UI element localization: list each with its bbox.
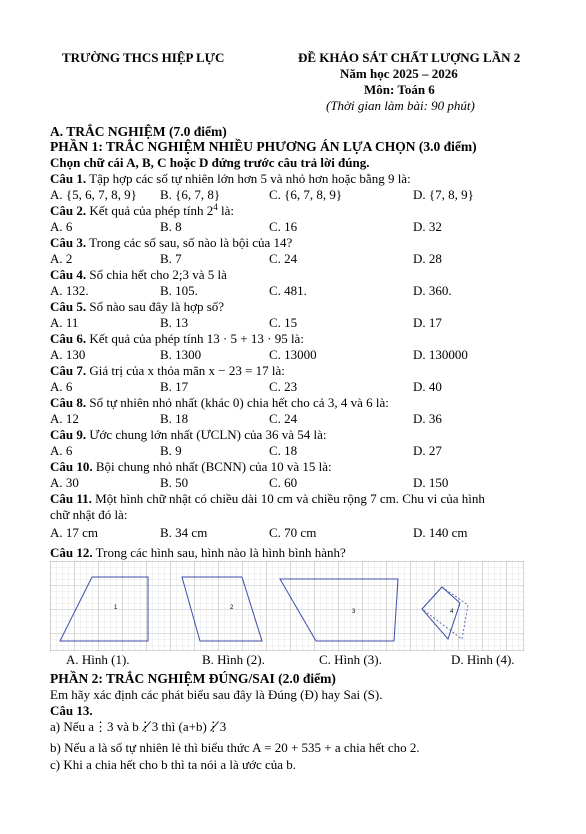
q13-item-b: b) Nếu a là số tự nhiên lẻ thì biểu thức A = 20 + 535 + a chia hết cho 2. [50, 740, 420, 755]
question-2-text: Kết quả của phép tính 2 [86, 203, 214, 218]
question-7-option-d[interactable]: D. 40 [413, 379, 442, 394]
question-10-text: Bội chung nhỏ nhất (BCNN) của 10 và 15 là: [92, 459, 332, 474]
question-1-stem [50, 171, 411, 186]
question-4-label: Câu 4. [50, 267, 87, 282]
question-7-stem [50, 363, 285, 378]
question-8-text: Số tự nhiên nhỏ nhất (khác 0) chia hết cho cả 3, 4 và 6 là: [86, 395, 389, 410]
question-5-option-d[interactable]: D. 17 [413, 315, 442, 330]
question-7-text: Giá trị của x thỏa mãn x − 23 = 17 là: [86, 363, 285, 378]
question-11-text-line2: chữ nhật đó là: [50, 507, 128, 522]
shape-4-label: 4 [450, 609, 454, 615]
question-6-stem [50, 331, 304, 346]
question-1-option-b[interactable]: B. {6, 7, 8} [160, 187, 221, 202]
q13-item-a: a) Nếu a⋮3 và b⋮̸3 thì (a+b)⋮̸3 [50, 719, 227, 734]
question-1-option-a[interactable]: A. {5, 6, 7, 8, 9} [50, 187, 137, 202]
question-10-label: Câu 10. [50, 459, 93, 474]
question-8-option-a[interactable]: A. 12 [50, 411, 79, 426]
question-12-stem [50, 545, 346, 560]
exam-time: (Thời gian làm bài: 90 phút) [326, 98, 475, 113]
question-11-option-b[interactable]: B. 34 cm [160, 525, 208, 540]
question-4-text: Số chia hết cho 2;3 và 5 là [86, 267, 227, 282]
question-9-option-d[interactable]: D. 27 [413, 443, 442, 458]
question-2-label: Câu 2. [50, 203, 87, 218]
school-year: Năm học 2025 – 2026 [340, 66, 458, 81]
question-11-label: Câu 11. [50, 491, 92, 506]
question-7-option-b[interactable]: B. 17 [160, 379, 189, 394]
q13-item-c: c) Khi a chia hết cho b thì ta nói a là ước của b. [50, 757, 297, 772]
question-9-stem [50, 427, 327, 442]
question-8-option-c[interactable]: C. 24 [269, 411, 298, 426]
question-7-option-c[interactable]: C. 23 [269, 379, 298, 394]
question-12-option-c[interactable]: C. Hình (3). [319, 652, 382, 667]
question-8-label: Câu 8. [50, 395, 87, 410]
question-1-text: Tập hợp các số tự nhiên lớn hơn 5 và nhỏ hơn hoặc bằng 9 là: [86, 171, 411, 186]
question-8-option-d[interactable]: D. 36 [413, 411, 442, 426]
shape-1-label: 1 [114, 605, 118, 611]
question-9-option-c[interactable]: C. 18 [269, 443, 298, 458]
question-10-stem [50, 459, 332, 474]
question-4-stem [50, 267, 227, 282]
question-11-option-d[interactable]: D. 140 cm [413, 525, 468, 540]
question-5-option-b[interactable]: B. 13 [160, 315, 189, 330]
question-5-text: Số nào sau đây là hợp số? [86, 299, 225, 314]
question-3-option-d[interactable]: D. 28 [413, 251, 442, 266]
part2-instruction: Em hãy xác định các phát biểu sau đây là Đúng (Đ) hay Sai (S). [50, 687, 383, 702]
question-11-option-c[interactable]: C. 70 cm [269, 525, 317, 540]
question-11-option-a[interactable]: A. 17 cm [50, 525, 99, 540]
question-9-option-b[interactable]: B. 9 [160, 443, 182, 458]
question-10-option-d[interactable]: D. 150 [413, 475, 449, 490]
question-2-option-c[interactable]: C. 16 [269, 219, 298, 234]
question-12-option-a[interactable]: A. Hình (1). [66, 652, 130, 667]
question-12-option-b[interactable]: B. Hình (2). [202, 652, 265, 667]
question-7-option-a[interactable]: A. 6 [50, 379, 73, 394]
part1-title: PHẦN 1: TRẮC NGHIỆM NHIỀU PHƯƠNG ÁN LỰA CHỌN (3.0 điểm) [50, 139, 477, 154]
question-11-stem [50, 491, 485, 506]
question-4-option-a[interactable]: A. 132. [50, 283, 89, 298]
subject: Môn: Toán 6 [364, 82, 435, 97]
question-6-option-a[interactable]: A. 130 [50, 347, 86, 362]
question-2-stem [50, 203, 234, 218]
shape-3-label: 3 [352, 609, 356, 615]
question-5-stem [50, 299, 224, 314]
question-9-label: Câu 9. [50, 427, 87, 442]
question-9-text: Ước chung lớn nhất (ƯCLN) của 36 và 54 là: [86, 427, 327, 442]
question-4-option-b[interactable]: B. 105. [160, 283, 198, 298]
question-2-option-d[interactable]: D. 32 [413, 219, 442, 234]
question-8-stem [50, 395, 389, 410]
question-10-option-c[interactable]: C. 60 [269, 475, 298, 490]
figure-svg [50, 561, 524, 651]
exam-title: ĐỀ KHẢO SÁT CHẤT LƯỢNG LẦN 2 [298, 50, 521, 65]
q13-label: Câu 13. [50, 703, 93, 718]
question-3-text: Trong các số sau, số nào là bội của 14? [86, 235, 293, 250]
question-2-text-after: là: [217, 203, 234, 218]
question-7-label: Câu 7. [50, 363, 87, 378]
question-3-option-b[interactable]: B. 7 [160, 251, 182, 266]
question-9-option-a[interactable]: A. 6 [50, 443, 73, 458]
question-5-label: Câu 5. [50, 299, 87, 314]
question-11-text: Một hình chữ nhật có chiều dài 10 cm và chiều rộng 7 cm. Chu vi của hình [91, 491, 485, 506]
question-1-label: Câu 1. [50, 171, 87, 186]
question-2-option-b[interactable]: B. 8 [160, 219, 182, 234]
question-3-label: Câu 3. [50, 235, 87, 250]
question-3-option-c[interactable]: C. 24 [269, 251, 298, 266]
question-4-option-d[interactable]: D. 360. [413, 283, 452, 298]
question-4-option-c[interactable]: C. 481. [269, 283, 307, 298]
question-2-option-a[interactable]: A. 6 [50, 219, 73, 234]
question-1-option-c[interactable]: C. {6, 7, 8, 9} [269, 187, 343, 202]
question-5-option-c[interactable]: C. 15 [269, 315, 298, 330]
question-3-stem [50, 235, 292, 250]
question-3-option-a[interactable]: A. 2 [50, 251, 73, 266]
question-6-option-d[interactable]: D. 130000 [413, 347, 468, 362]
part2-title: PHẦN 2: TRẮC NGHIỆM ĐÚNG/SAI (2.0 điểm) [50, 671, 336, 686]
question-2-exponent: 4 [213, 202, 218, 212]
school-name: TRƯỜNG THCS HIỆP LỰC [62, 50, 225, 65]
parallelogram-figure [50, 561, 524, 651]
question-5-option-a[interactable]: A. 11 [50, 315, 79, 330]
question-6-option-c[interactable]: C. 13000 [269, 347, 317, 362]
section-a-title: A. TRẮC NGHIỆM (7.0 điểm) [50, 124, 227, 139]
question-6-label: Câu 6. [50, 331, 87, 346]
question-1-option-d[interactable]: D. {7, 8, 9} [413, 187, 474, 202]
question-6-option-b[interactable]: B. 1300 [160, 347, 202, 362]
part1-instruction: Chọn chữ cái A, B, C hoặc D đứng trước câu trả lời đúng. [50, 155, 370, 170]
question-12-option-d[interactable]: D. Hình (4). [451, 652, 515, 667]
question-10-option-a[interactable]: A. 30 [50, 475, 79, 490]
question-10-option-b[interactable]: B. 50 [160, 475, 189, 490]
shape-2-label: 2 [230, 605, 234, 611]
question-12-label: Câu 12. [50, 545, 93, 560]
question-12-text: Trong các hình sau, hình nào là hình bình hành? [92, 545, 346, 560]
question-8-option-b[interactable]: B. 18 [160, 411, 189, 426]
question-6-text: Kết quả của phép tính 13 · 5 + 13 · 95 là: [86, 331, 304, 346]
